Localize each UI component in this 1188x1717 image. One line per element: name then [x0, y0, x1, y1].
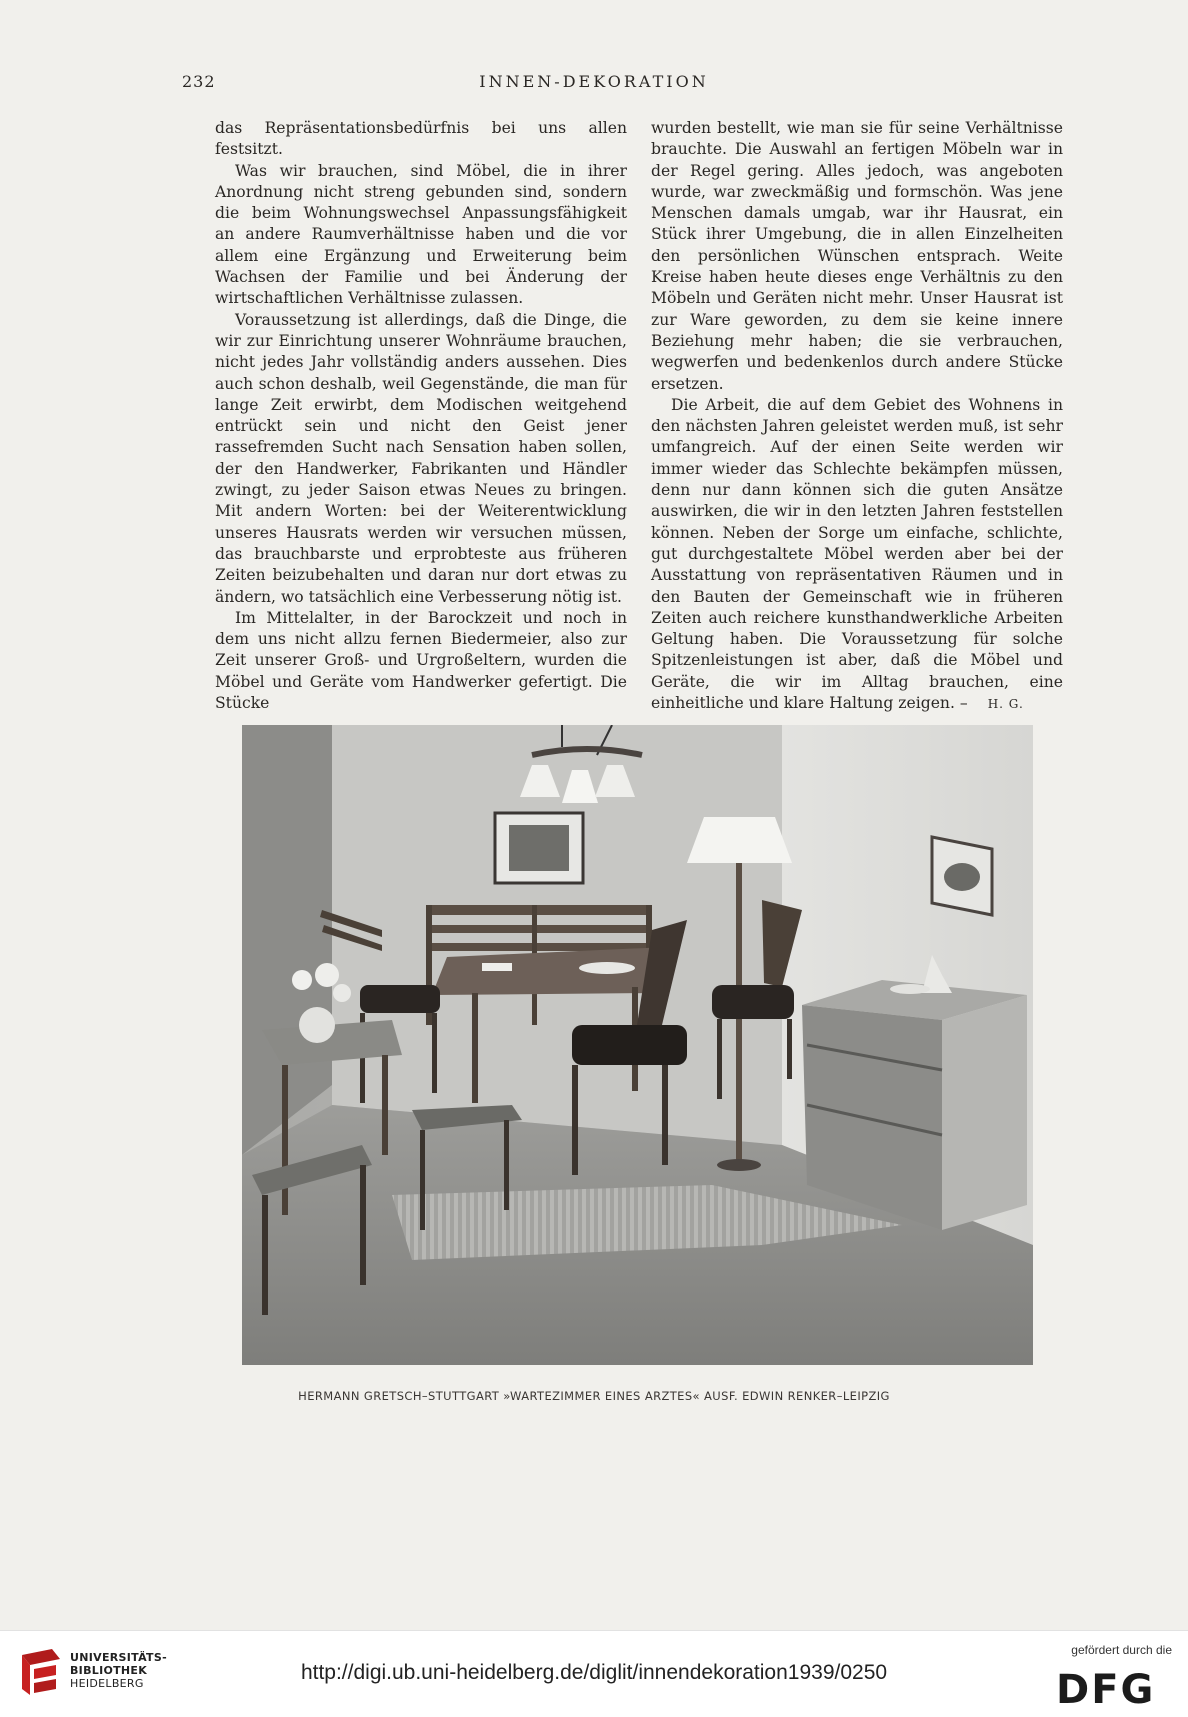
running-title: INNEN-DEKORATION — [479, 72, 709, 91]
text-column-right — [651, 118, 1063, 715]
dfg-logo — [1052, 1665, 1170, 1709]
interior-photograph — [242, 725, 1033, 1365]
paragraph — [651, 395, 1063, 715]
paragraph-text: Die Arbeit, die auf dem Gebiet des Wohnens in den nächsten Jahren geleistet werden muß, ist sehr umfangreich. Auf der einen Seite werden wir immer wieder das Schlechte bekämpfen müssen, denn nur dann können sich die guten Ansätze auswirken, die wir in den letzten Jahren feststellen können. Neben der Sorge um einfache, schlichte, gut durchgestaltete Möbel werden aber bei der Ausstattung von repräsentativen Räumen und in den Bauten der Gemeinschaft wie in früheren Zeiten auch reichere kunsthandwerkliche Arbeiten Geltung haben. Die Voraussetzung für solche Spitzenleistungen ist aber, daß die Möbel und Geräte, die wir im Alltag brauchen, eine einheitliche und klare Haltung zeigen. – — [651, 395, 1063, 713]
funded-by-label: gefördert durch die — [1071, 1643, 1172, 1657]
permalink-url[interactable]: http://digi.ub.uni-heidelberg.de/diglit/innendekoration1939/0250 — [300, 1661, 888, 1684]
paragraph: Im Mittelalter, in der Barockzeit und noch in dem uns nicht allzu fernen Biedermeier, also zur Zeit unserer Groß- und Urgroßeltern, wurden die Möbel und Geräte vom Handwerker gefertigt. Die Stücke — [215, 608, 627, 713]
library-name-line: BIBLIOTHEK — [70, 1664, 148, 1677]
figure-caption: HERMANN GRETSCH–STUTTGART »WARTEZIMMER EINES ARZTES« AUSF. EDWIN RENKER–LEIPZIG — [298, 1389, 890, 1403]
text-column-left — [215, 118, 627, 714]
paragraph: das Repräsentationsbedürfnis bei uns allen festsitzt. — [215, 119, 627, 159]
paragraph: Was wir brauchen, sind Möbel, die in ihrer Anordnung nicht streng gebunden sind, sondern die beim Wohnungswechsel Anpassungsfähigkeit an andere Raumverhältnisse haben und die vor allem eine Ergänzung und Erweiterung beim Wachsen der Familie und bei Änderung der wirtschaftlichen Verhältnisse zulassen. — [215, 161, 627, 308]
paragraph: Voraussetzung ist allerdings, daß die Dinge, die wir zur Einrichtung unserer Wohnräume brauchen, nicht jedes Jahr vollständig anders aussehen. Dies auch schon deshalb, weil Gegenstände, die man für lange Zeit erwirbt, dem Modischen weitgehend entrückt sein und nicht den Geist jener rassefremden Sucht nach Sensation haben sollen, der den Handwerker, Fabrikanten und Händler zwingt, zu jeder Saison etwas Neues zu bringen. Mit andern Worten: bei der Weiterentwicklung unseres Hausrats werden wir versuchen müssen, das brauchbarste und erprobteste aus früheren Zeiten beizubehalten und daran nur dort etwas zu ändern, wo tatsächlich eine Verbesserung nötig ist. — [215, 310, 627, 606]
page-number: 232 — [182, 72, 216, 91]
author-initials: H. G. — [987, 697, 1024, 712]
dfg-logo-text: DFG — [1056, 1667, 1156, 1709]
paragraph: wurden bestellt, wie man sie für seine Verhältnisse brauchte. Die Auswahl an fertigen Möbeln war in der Regel gering. Alles jedoch, was angeboten wurde, war zweckmäßig und formschön. Was jene Menschen damals umgab, war ihr Hausrat, ein Stück ihrer Umgebung, die in allen Einzelheiten den persönlichen Wünschen entsprach. Weite Kreise haben heute dieses enge Verhältnis zu den Möbeln und Geräten nicht mehr. Unser Hausrat ist zur Ware geworden, zu dem sie keine innere Beziehung mehr haben; die sie verbrauchen, wegwerfen und bedenkenlos durch andere Stücke ersetzen. — [651, 119, 1063, 393]
library-name-line: HEIDELBERG — [70, 1677, 144, 1690]
library-name-line: UNIVERSITÄTS- — [70, 1651, 167, 1664]
digitization-footer — [0, 1630, 1188, 1717]
